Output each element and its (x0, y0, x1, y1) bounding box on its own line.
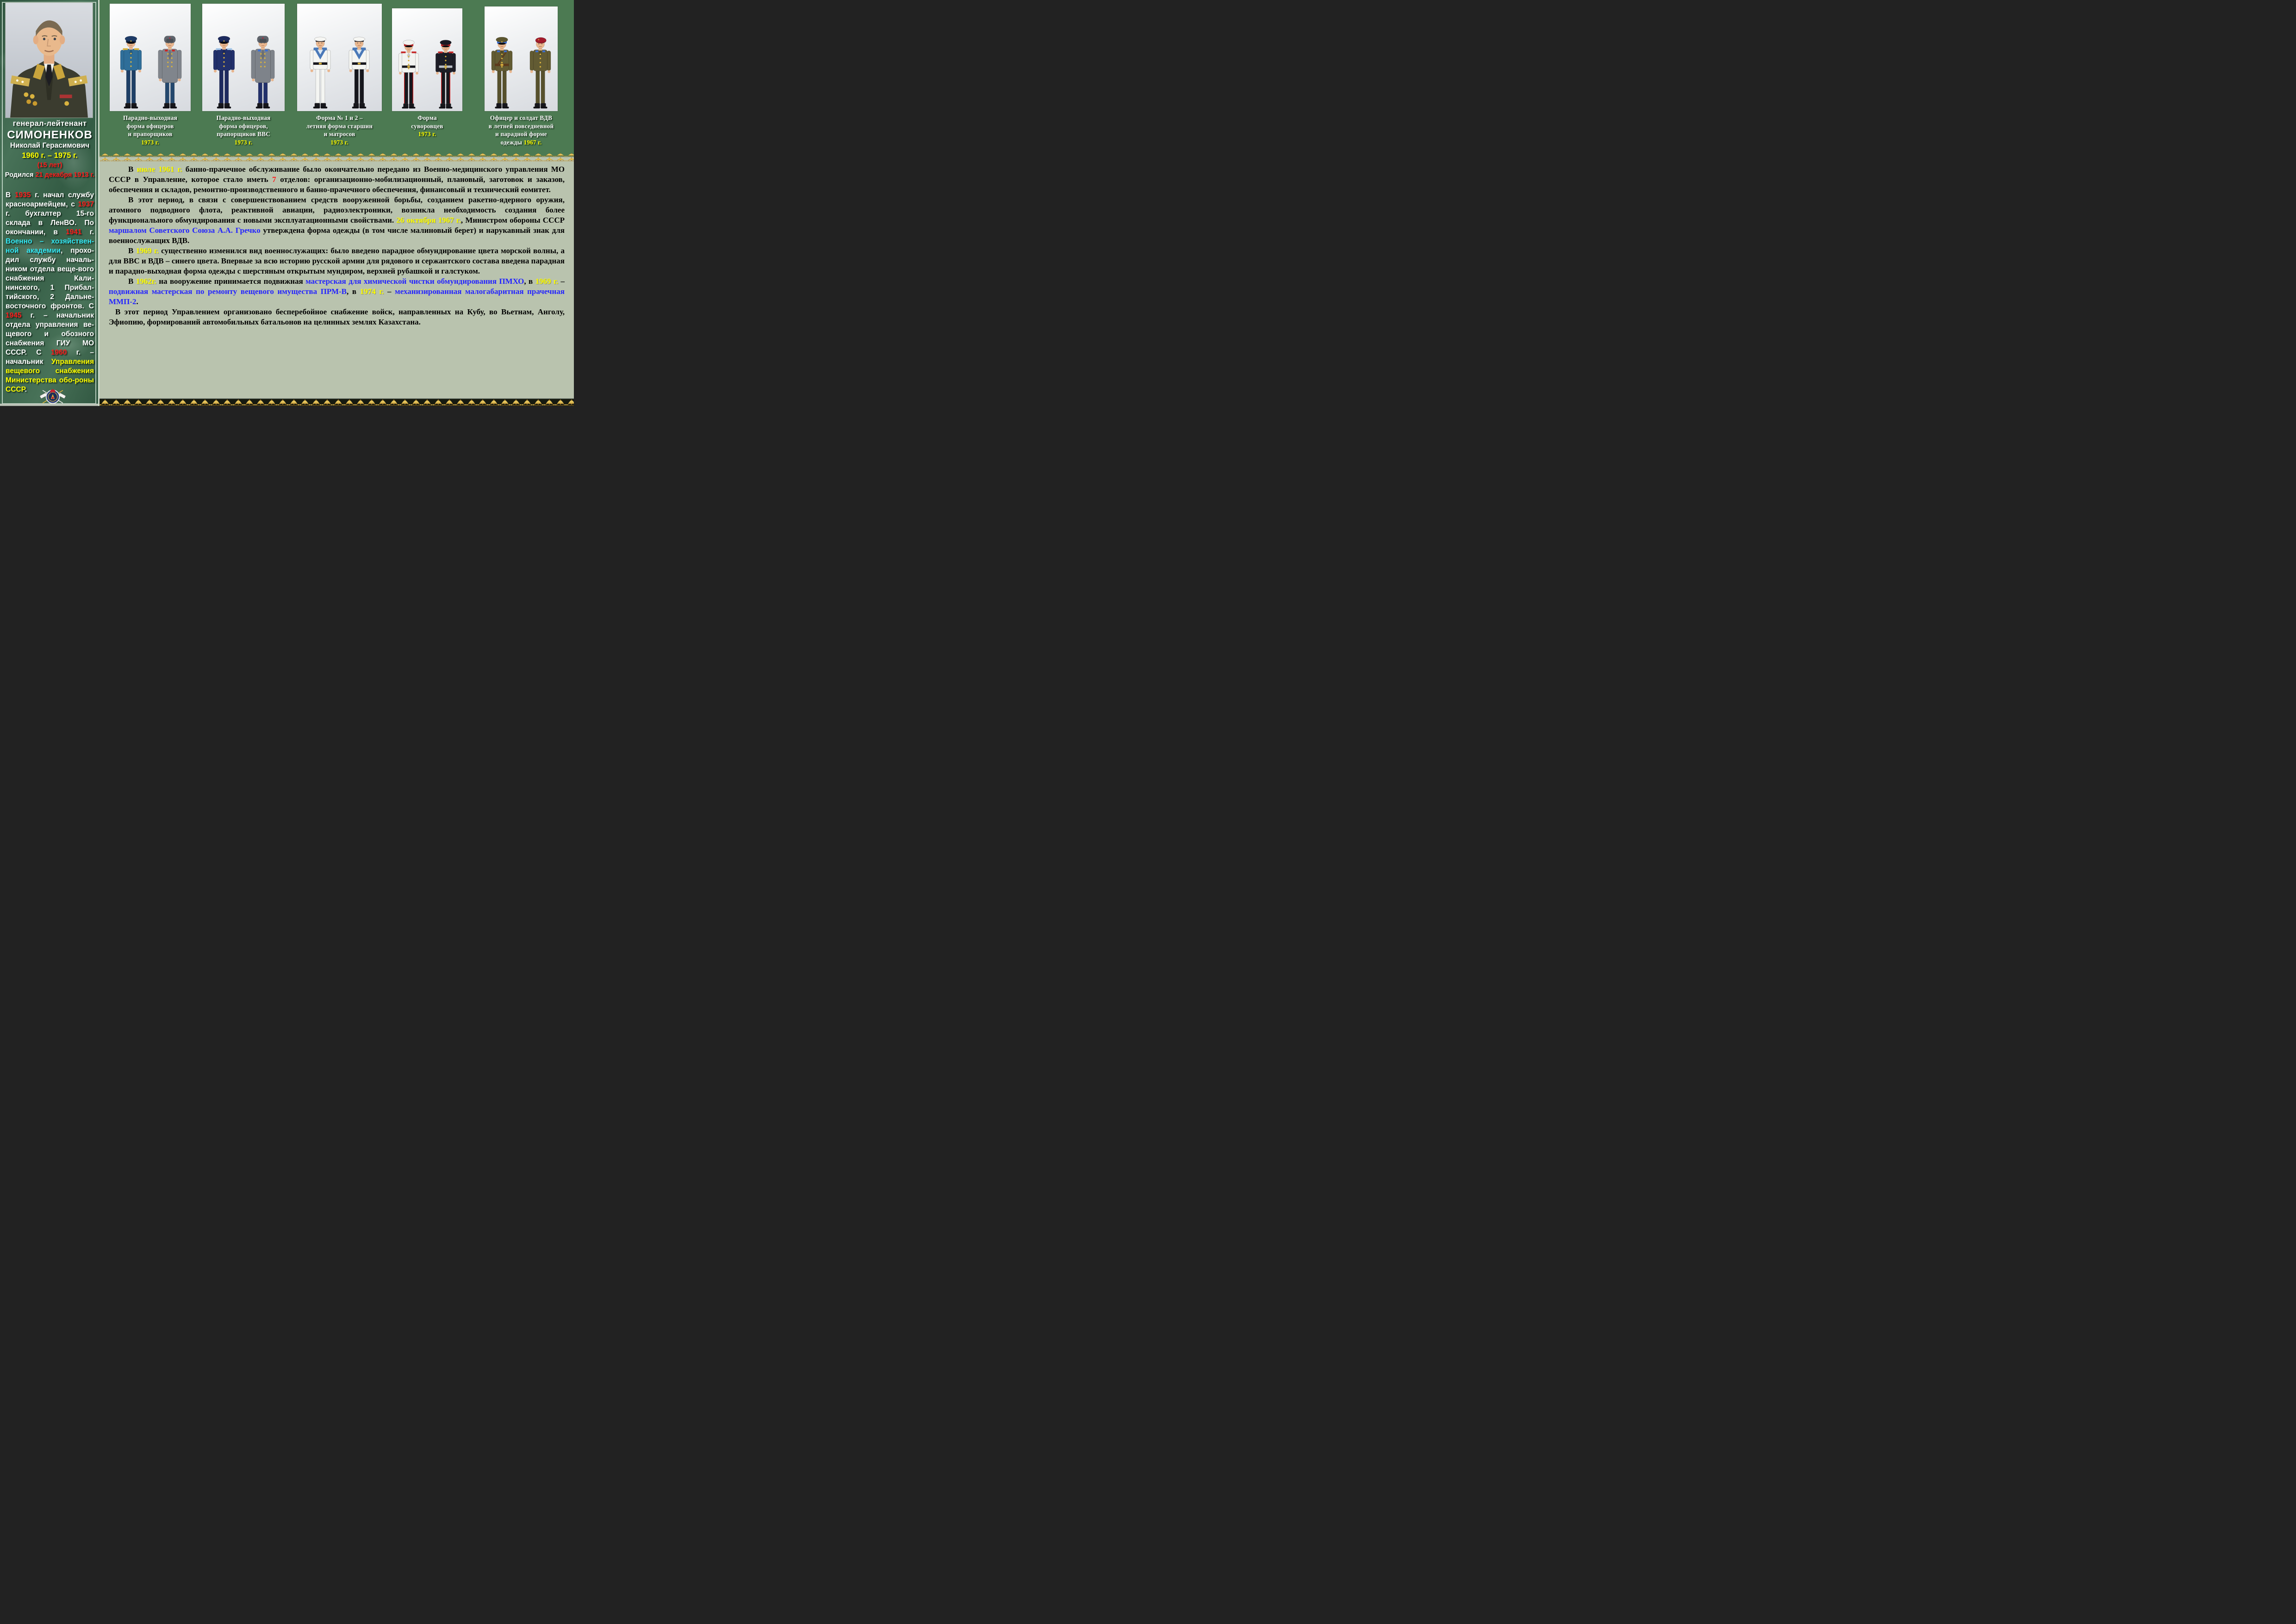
caption-line (105, 138, 195, 147)
uniform-figure-4-1 (392, 11, 425, 110)
text-segment: летняя форма старшин (306, 122, 373, 130)
text-segment: 1974 г. (360, 287, 384, 296)
text-segment: , в (524, 277, 535, 286)
caption-line (198, 138, 289, 147)
text-segment: подвижная мастерская по ремонту вещевого имущества ПРМ-В (109, 287, 347, 296)
text-segment: 26 октября 1967 г. (396, 216, 461, 225)
uniform-figure-4-2 (429, 11, 462, 110)
text-segment: 1960 (50, 349, 67, 356)
uniform-card-1 (110, 4, 191, 111)
text-segment: маршалом Советского Союза А.А. Гречко (109, 226, 261, 235)
uniform-figure-3-2 (342, 6, 377, 110)
text-segment: 1967 г. (523, 139, 542, 146)
text-segment: – (384, 287, 395, 296)
text-segment: и парадной форме (495, 131, 547, 138)
text-segment: форма офицеров (126, 122, 174, 130)
text-segment: 7 (272, 175, 276, 184)
uniform-figures (485, 6, 558, 111)
text-segment: июле 1961 г. (137, 165, 182, 174)
uniform-figure-5-1 (485, 9, 519, 110)
text-segment: 1973 г. (418, 131, 436, 138)
gold-ornament-band-top (100, 153, 574, 162)
text-segment: г. (81, 228, 94, 236)
text-segment: Форма № 1 и 2 – (316, 114, 363, 121)
given-name: Николай Герасимович (10, 142, 90, 150)
caption-line (385, 122, 469, 131)
text-segment: , прохо-дил службу началь-ником отдела веще-вого снабжения Кали-нинского, 1 Прибал-тийского, 2 Дальне-восточного фронтов. С (6, 247, 94, 310)
text-segment: г. – начальник (6, 349, 94, 366)
text-segment: . (136, 297, 138, 306)
uniform-figures (297, 4, 382, 111)
text-segment: механизированная малогабаритная прачечная ММП-2 (109, 287, 565, 306)
biography-text (6, 191, 94, 394)
text-segment: прапорщиков ВВС (217, 131, 270, 138)
text-segment: г. – начальник отдела управления ве-щевого и обозного снабжения ГИУ МО СССР. С (6, 312, 94, 356)
text-segment: Парадно-выходная (123, 114, 177, 121)
caption-line (198, 122, 289, 131)
article-paragraph (109, 246, 565, 276)
uniform-figure-1-1 (113, 6, 149, 110)
text-segment: существенно изменился вид военнослужащих: было введено парадное обмундирование цвета морской волны, а для ВВС и ВДВ – синего цвета. Впервые за всю историю русской армии для рядового и сержантского состава введена парадная и парадно-выходная форма одежды с шерстяным открытым мундиром, верхней рубашкой и галстуком. (109, 246, 565, 275)
uniform-figure-2-2 (245, 6, 280, 110)
uniform-caption-2 (198, 114, 289, 147)
uniform-figures (202, 4, 285, 111)
birth-date-line (5, 171, 95, 179)
quartermaster-emblem (39, 386, 67, 406)
text-segment: г. бухгалтер 15-го склада в ЛенВО. По окончании, в (6, 210, 94, 236)
caption-line (105, 114, 195, 122)
uniform-caption-4 (385, 114, 469, 138)
text-segment: 1969 г. (136, 246, 159, 255)
article-paragraph (109, 164, 565, 195)
uniform-caption-3 (290, 114, 389, 147)
text-segment: , Министром обороны СССР (460, 216, 565, 225)
caption-line (478, 138, 565, 147)
text-segment: В (128, 165, 137, 174)
article-paragraph (109, 307, 565, 327)
text-segment: утверждена форма одежды (в том числе малиновый берет) и нарукавный знак для военнослужащих ВДВ. (109, 226, 565, 245)
text-segment: 1973 г. (234, 139, 253, 146)
caption-line (385, 130, 469, 138)
caption-line (105, 130, 195, 138)
text-segment: Форма (417, 114, 437, 121)
text-segment: на вооружение принимается подвижная (156, 277, 306, 286)
text-segment: 21 декабря 1913 г. (35, 171, 95, 179)
uniform-figures (110, 4, 191, 111)
text-segment: банно-прачечное обслуживание было окончательно передано из Военно-медицинского управления МО СССР в Управление, которое стало иметь (109, 165, 565, 184)
text-segment: В (128, 277, 136, 286)
caption-line (198, 114, 289, 122)
text-segment: Управления вещевого снабжения Министерства обо-роны СССР (6, 358, 94, 394)
text-segment: 1962г. (136, 277, 156, 286)
tenure-duration: (15 лет) (37, 162, 62, 169)
text-segment: и матросов (324, 131, 355, 138)
text-segment: одежды (500, 139, 524, 146)
caption-line (290, 122, 389, 131)
article-paragraph (109, 276, 565, 307)
text-segment: 1973 г. (330, 139, 348, 146)
poster-page (0, 0, 574, 406)
article-paragraph (109, 195, 565, 246)
caption-line (105, 122, 195, 131)
text-segment: В этот период, в связи с совершенствованием средств вооруженной борьбы, созданием ракетно-ядерного оружия, атомного подводного флота, реактивной авиации, радиоэлектроники, возникла необходимость создания более функционального обмундирования с новыми эксплуатационными свойствами. (109, 195, 565, 225)
text-segment: . (25, 386, 27, 394)
text-segment: 1937 (78, 200, 94, 208)
text-segment: Военно – хозяйствен-ной академии (6, 237, 94, 255)
rank-title: генерал-лейтенант (12, 119, 87, 128)
uniform-card-5 (485, 6, 558, 111)
text-segment: мастерская для химической чистки обмундирования ПМХО (305, 277, 524, 286)
text-segment: Парадно-выходная (216, 114, 271, 121)
text-segment: 1941 (66, 228, 82, 236)
uniform-caption-5 (478, 114, 565, 147)
text-segment: – (558, 277, 565, 286)
uniform-figure-5-2 (523, 9, 558, 110)
sidebar-bottom-strip (0, 404, 98, 406)
text-segment: в летней повседневной (488, 122, 554, 130)
caption-line (290, 130, 389, 138)
uniform-figure-2-1 (206, 6, 242, 110)
uniform-card-3 (297, 4, 382, 111)
text-segment: В этот период Управлением организовано бесперебойное снабжение войск, направленных на Кубу, во Вьетнам, Анголу, Эфиопию, формирований автомобильных батальонов на целинных землях Казахстана. (109, 307, 565, 326)
text-segment: 1973 г. (141, 139, 159, 146)
uniform-card-2 (202, 4, 285, 111)
tenure-years: 1960 г. – 1975 г. (22, 151, 78, 160)
caption-line (290, 138, 389, 147)
text-segment: , в (347, 287, 360, 296)
text-segment: 1969 г. (535, 277, 559, 286)
content-area (100, 0, 574, 406)
text-segment: 1945 (6, 312, 22, 319)
surname-title: СИМОНЕНКОВ (7, 129, 93, 141)
uniform-figures (392, 8, 462, 111)
caption-line (478, 114, 565, 122)
text-segment: 1935 (14, 191, 31, 199)
text-segment: отделов: организационно-мобилизационный, плановый, заготовок и заказов, обеспечения и складов, ремонтно-производственного и банно-прачечного обеспечения, финансовый и технический еомитет. (109, 175, 565, 194)
caption-line (478, 130, 565, 138)
portrait-photo (6, 3, 93, 118)
caption-line (198, 130, 289, 138)
caption-line (478, 122, 565, 131)
text-segment: г. начал службу красноармейцем, с (6, 191, 94, 208)
text-segment: Родился (5, 171, 36, 179)
text-segment: и прапорщиков (128, 131, 173, 138)
sidebar-general-panel (0, 0, 100, 406)
caption-line (385, 114, 469, 122)
gold-ornament-band-bottom (100, 398, 574, 406)
caption-line (290, 114, 389, 122)
portrait-illustration (6, 3, 93, 118)
text-segment: суворовцев (411, 122, 443, 130)
uniform-figure-3-1 (303, 6, 338, 110)
history-article (100, 162, 574, 398)
text-segment: Офицер и солдат ВДВ (490, 114, 553, 121)
text-segment: В (128, 246, 136, 255)
uniform-figure-1-2 (152, 6, 187, 110)
uniform-caption-1 (105, 114, 195, 147)
uniform-card-4 (392, 8, 462, 111)
text-segment: В (6, 191, 15, 199)
text-segment: форма офицеров, (219, 122, 268, 130)
